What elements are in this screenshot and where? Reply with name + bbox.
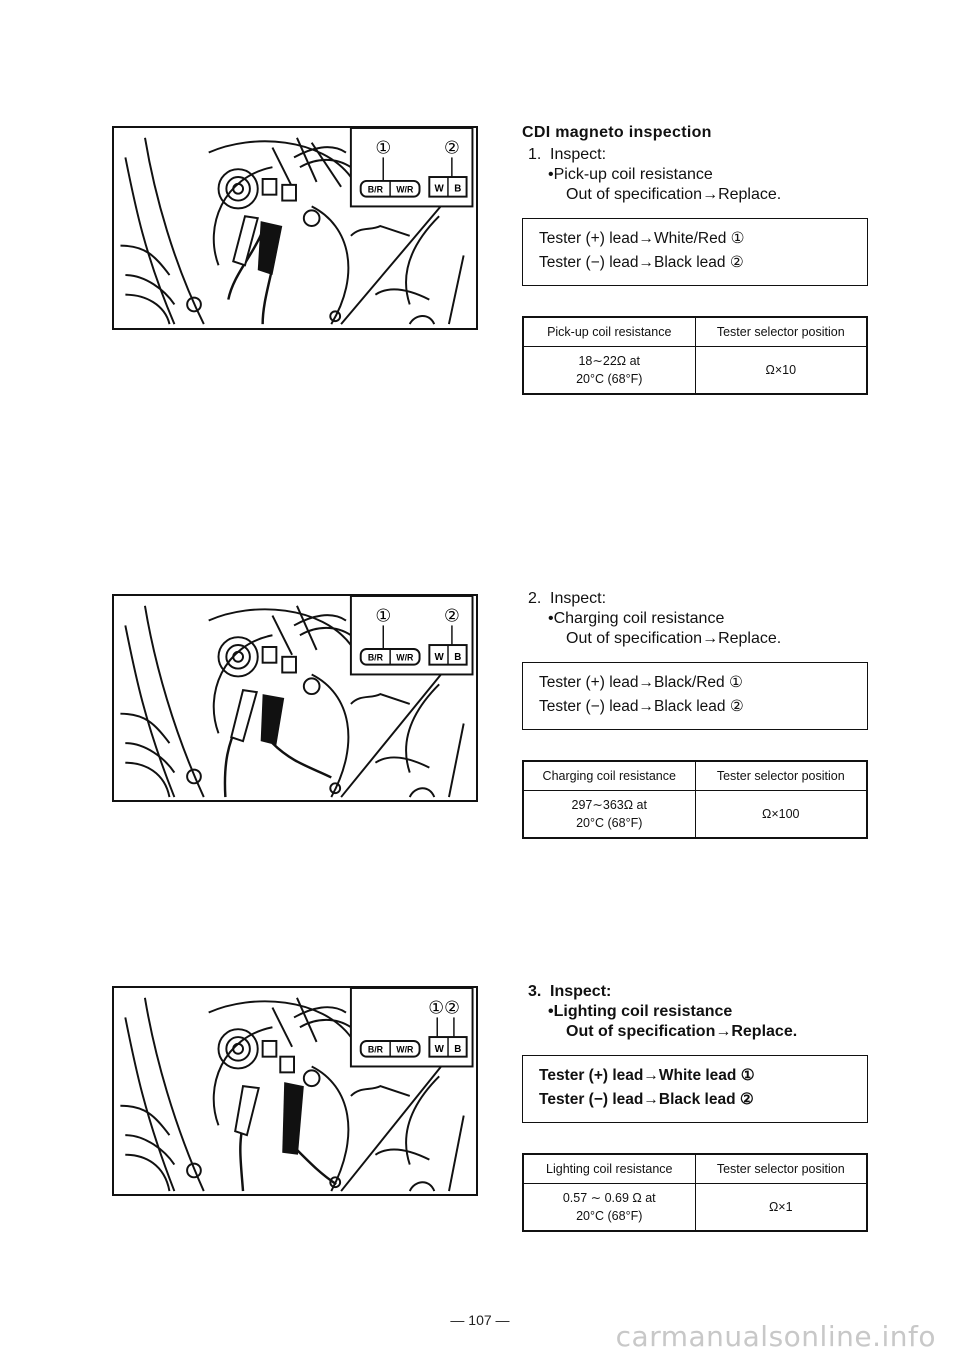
connector-label-wr: W/R — [396, 652, 414, 663]
tester-lead-box — [522, 218, 868, 286]
out-of-spec-note: Out of specification→Replace. — [566, 186, 782, 203]
spec-header-resistance: Pick-up coil resistance — [523, 317, 695, 347]
section-pickup-coil — [522, 124, 868, 395]
inspect-item: •Pick-up coil resistance — [548, 166, 713, 183]
spec-value-selector: Ω×1 — [695, 1184, 867, 1232]
lighting-coil-illustration — [114, 988, 476, 1194]
step-label: Inspect: — [550, 146, 607, 163]
step-number: 2. — [528, 590, 542, 607]
tester-positive-lead: Tester (+) lead→Black/Red ① — [539, 674, 743, 691]
callout-1: ① — [375, 606, 392, 627]
tester-lead-box — [522, 1055, 868, 1123]
connector-label-b: B — [454, 1043, 462, 1055]
callout-2: ② — [444, 606, 460, 627]
callout-2: ② — [443, 138, 460, 159]
step-number: 3. — [528, 983, 542, 1000]
section-charging-coil — [522, 590, 868, 839]
connector-label-w: W — [434, 183, 444, 195]
step-label: Inspect: — [550, 983, 612, 1000]
tester-positive-lead: Tester (+) lead→White lead ① — [539, 1067, 755, 1084]
callout-1: ① — [375, 138, 392, 159]
step-number: 1. — [528, 146, 542, 163]
connector-label-br: B/R — [367, 1044, 384, 1055]
page-number: — 107 — — [450, 1312, 510, 1328]
spec-table — [522, 1153, 868, 1232]
spec-value-selector: Ω×10 — [695, 347, 867, 395]
figure-charging-coil — [112, 594, 478, 802]
pickup-coil-illustration — [114, 128, 476, 328]
spec-header-selector: Tester selector position — [695, 761, 867, 791]
step-line — [528, 590, 868, 608]
figure-pickup-coil — [112, 126, 478, 330]
connector-label-wr: W/R — [396, 1044, 414, 1055]
connector-label-br: B/R — [367, 652, 384, 663]
callout-1-2: ①② — [428, 998, 460, 1019]
out-of-spec-note: Out of specification→Replace. — [566, 630, 782, 647]
step-line — [528, 983, 868, 1001]
inspect-item: •Charging coil resistance — [548, 610, 725, 627]
spec-table — [522, 760, 868, 839]
spec-header-resistance: Charging coil resistance — [523, 761, 695, 791]
spec-value-resistance: 297∼363Ω at 20°C (68°F) — [523, 791, 695, 839]
tester-negative-lead: Tester (−) lead→Black lead ② — [539, 698, 744, 715]
tester-lead-box — [522, 662, 868, 730]
connector-label-b: B — [454, 183, 462, 195]
spec-table — [522, 316, 868, 395]
spec-value-selector: Ω×100 — [695, 791, 867, 839]
step-label: Inspect: — [550, 590, 607, 607]
connector-label-w: W — [434, 651, 444, 663]
figure-lighting-coil — [112, 986, 478, 1196]
tester-negative-lead: Tester (−) lead→Black lead ② — [539, 254, 744, 271]
watermark: carmanualsonline.info — [615, 1320, 936, 1353]
step-line — [528, 146, 868, 164]
connector-label-w: W — [434, 1043, 444, 1055]
tester-positive-lead: Tester (+) lead→White/Red ① — [539, 230, 745, 247]
out-of-spec-note: Out of specification→Replace. — [566, 1023, 798, 1040]
section-heading: CDI magneto inspection — [522, 124, 712, 141]
spec-value-resistance: 18∼22Ω at 20°C (68°F) — [523, 347, 695, 395]
inspect-item: •Lighting coil resistance — [548, 1003, 733, 1020]
connector-label-b: B — [454, 651, 462, 663]
spec-header-selector: Tester selector position — [695, 317, 867, 347]
connector-label-wr: W/R — [396, 184, 414, 195]
tester-negative-lead: Tester (−) lead→Black lead ② — [539, 1091, 754, 1108]
charging-coil-illustration — [114, 596, 476, 800]
spec-header-selector: Tester selector position — [695, 1154, 867, 1184]
connector-label-br: B/R — [367, 184, 383, 195]
section-lighting-coil — [522, 983, 868, 1232]
spec-value-resistance: 0.57 ∼ 0.69 Ω at 20°C (68°F) — [523, 1184, 695, 1232]
spec-header-resistance: Lighting coil resistance — [523, 1154, 695, 1184]
